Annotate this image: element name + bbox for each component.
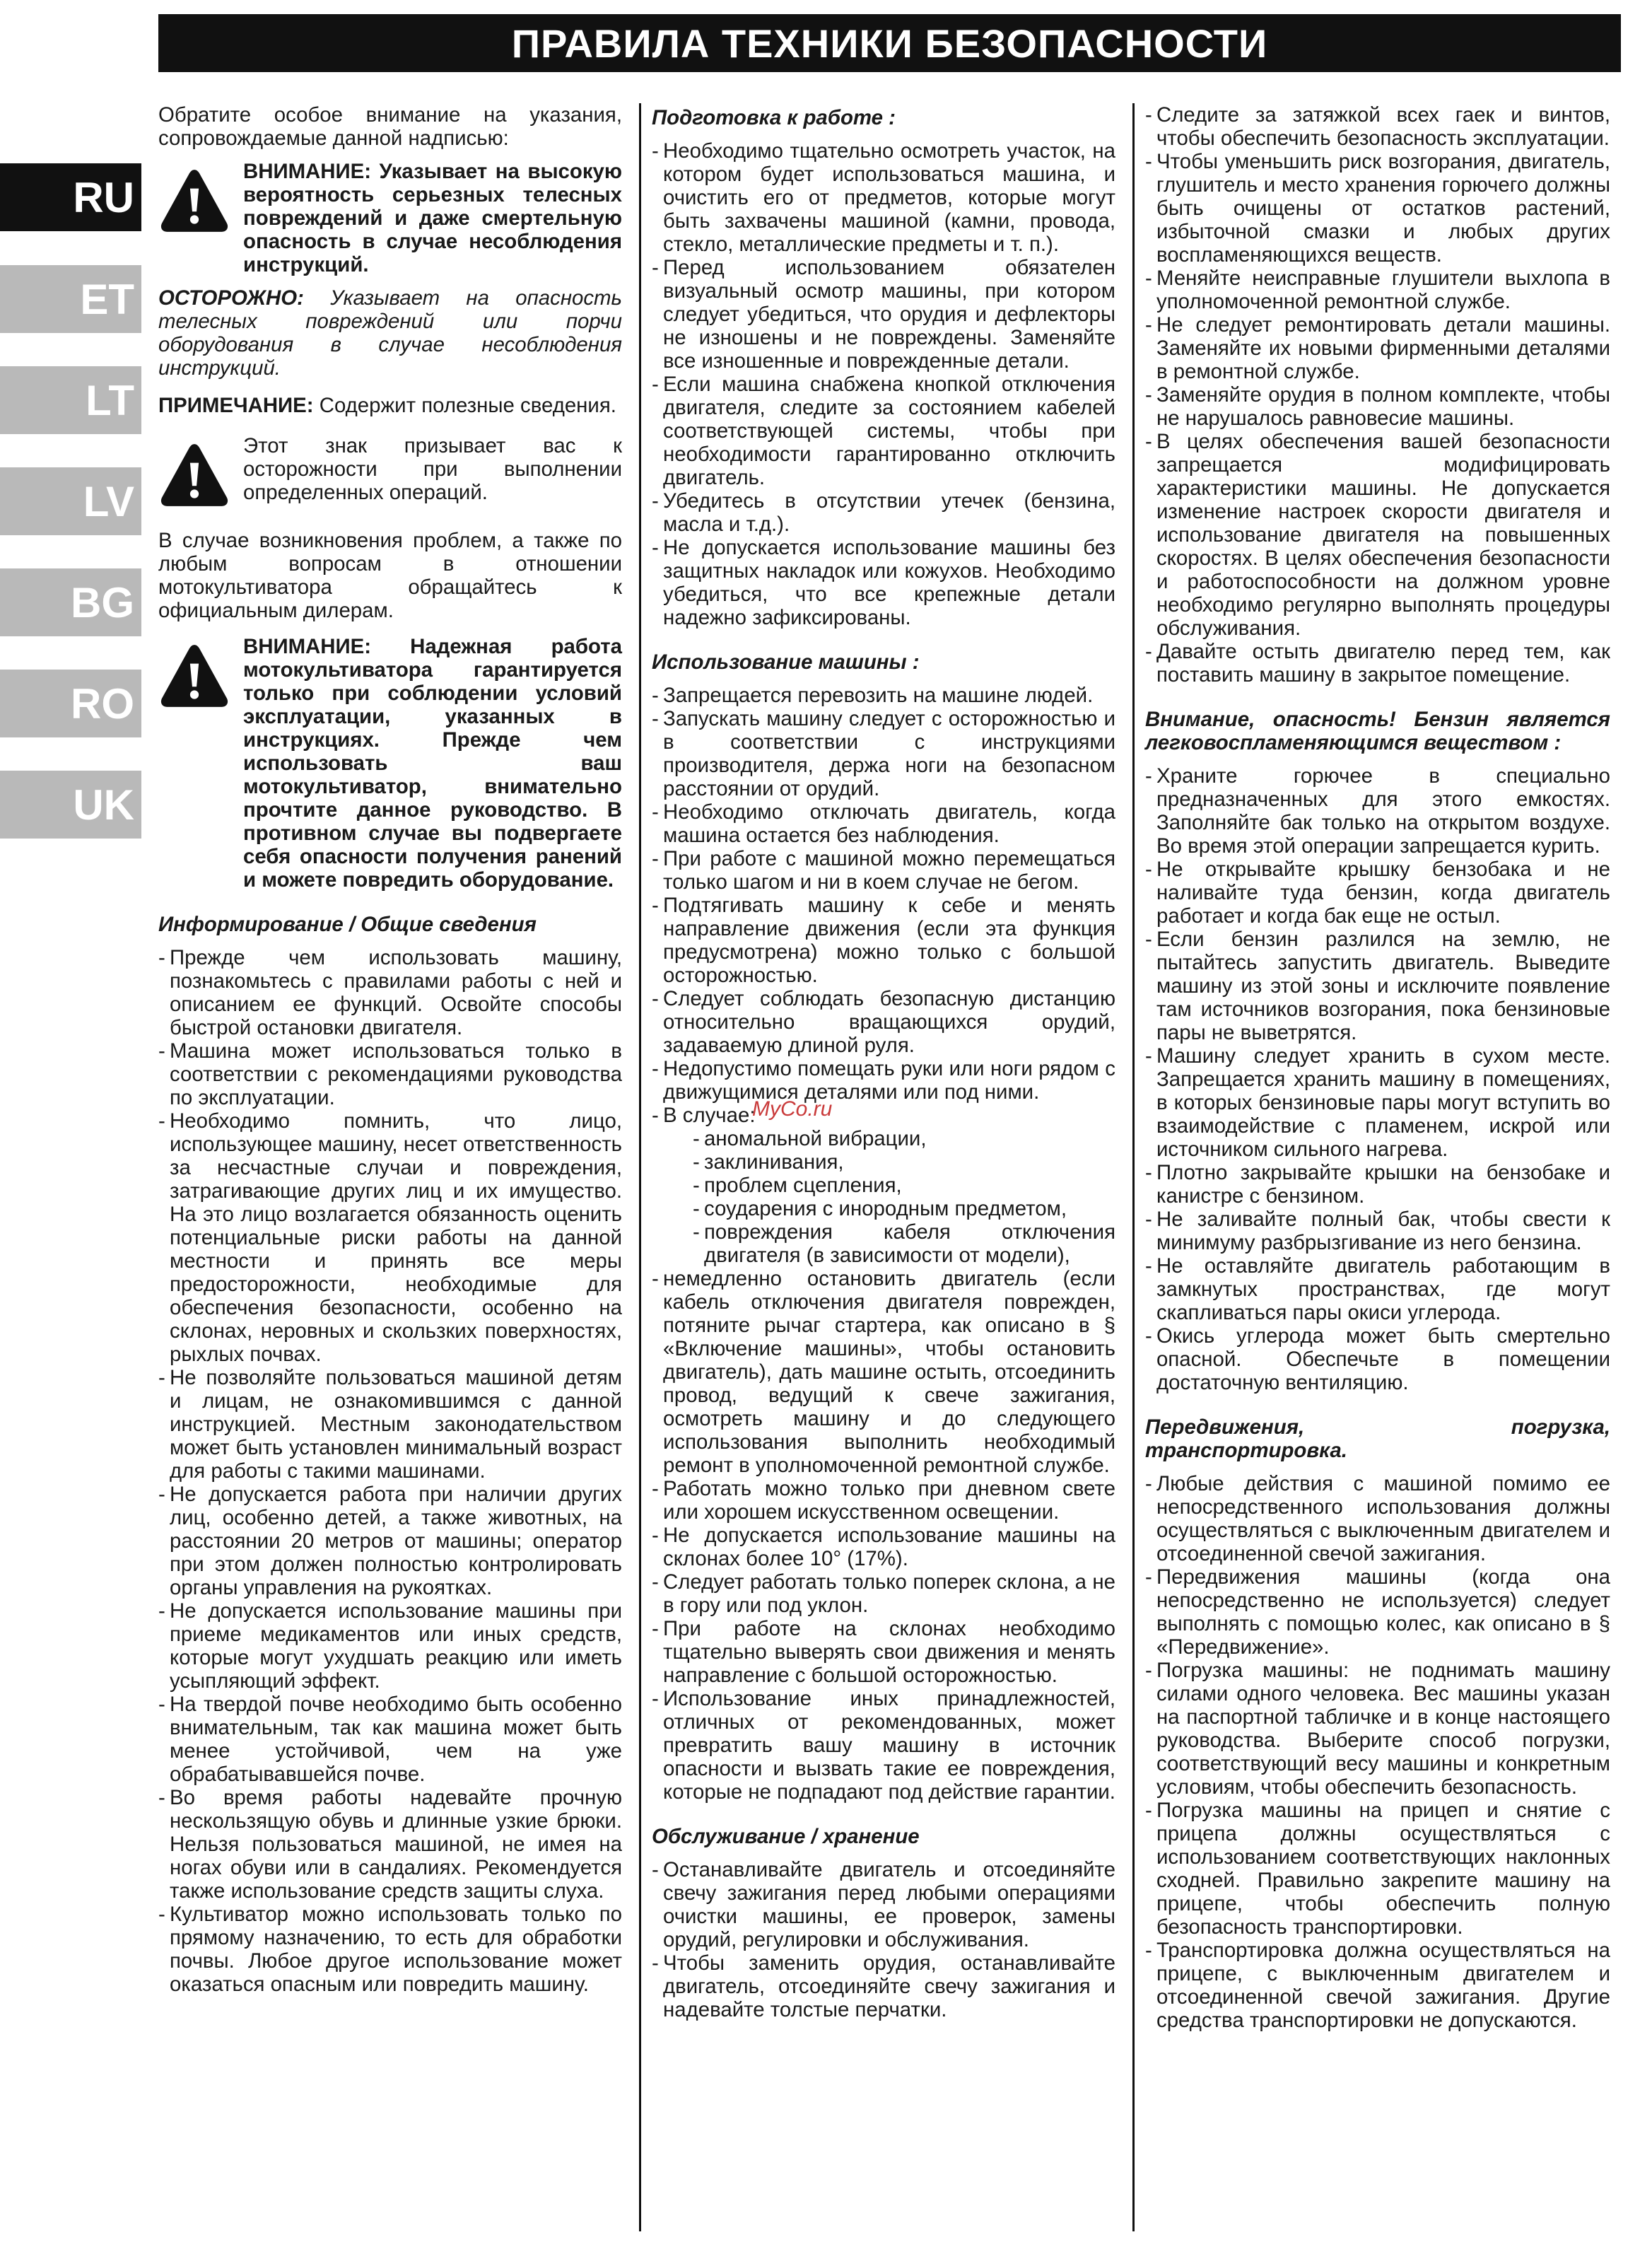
warning-block-2	[158, 635, 622, 892]
list-item: - Не допускается использование машины при приеме медикаментов или иных средств, которые могут ухудшать реакцию или иметь усыпляющий эффект.	[158, 1599, 622, 1693]
page-title	[158, 14, 1621, 72]
list-item: - Убедитесь в отсутствии утечек (бензина, масла и т.д.).	[652, 489, 1115, 536]
list-item: - Следует работать только поперек склона, а не в гору или под уклон.	[652, 1570, 1115, 1617]
list-item: - Погрузка машины: не поднимать машину силами одного человека. Вес машины указан на паспортной табличке и в конце настоящего руководства. Выберите способ погрузки, соответствующий весу машины и конкретным условиям, чтобы обеспечить безопасность.	[1145, 1659, 1610, 1799]
warning-text-1: ВНИМАНИЕ: Указывает на высокую вероятность серьезных телесных повреждений и даже смертельную опасность в случае несоблюдения инструкций.	[243, 160, 622, 276]
list-item: - Не допускается работа при наличии других лиц, особенно детей, а также животных, на расстоянии 20 метров от машины; оператор при этом должен полностью контролировать органы управления на рукоятках.	[158, 1483, 622, 1599]
section-heading-general: Информирование / Общие сведения	[158, 913, 537, 936]
list-item: - Не заливайте полный бак, чтобы свести к минимуму разбрызгивание из него бензина.	[1145, 1208, 1610, 1254]
maintenance-list-continued	[1145, 103, 1610, 687]
list-item: - Следите за затяжкой всех гаек и винтов, чтобы обеспечить безопасность эксплуатации.	[1145, 103, 1610, 150]
preparation-list	[652, 139, 1115, 629]
note-paragraph	[158, 394, 622, 417]
caution-sign-text: Этот знак призывает вас к осторожности при выполнении определенных операций.	[243, 434, 622, 504]
section-heading-transport: Передвижения, погрузка, транспортировка.	[1145, 1415, 1610, 1462]
list-item: - При работе с машиной можно перемещаться только шагом и ни в коем случае не бегом.	[652, 847, 1115, 894]
list-item: - Окись углерода может быть смертельно опасной. Обеспечьте в помещении достаточную вентиляцию.	[1145, 1324, 1610, 1394]
list-item: - Чтобы уменьшить риск возгорания, двигатель, глушитель и место хранения горючего должны быть очищены от остатков растений, избыточной смазки и любых других воспламеняющихся веществ.	[1145, 150, 1610, 267]
list-item: - Не открывайте крышку бензобака и не наливайте туда бензин, когда двигатель работает и когда бак еще не остыл.	[1145, 858, 1610, 928]
language-tab-lv[interactable]: LV	[0, 467, 141, 535]
list-item: - Недопустимо помещать руки или ноги рядом с движущимися деталями или под ними.	[652, 1057, 1115, 1104]
list-item: - Во время работы надевайте прочную нескользящую обувь и длинные узкие брюки. Нельзя пользоваться машиной, не имея на ногах обуви или в сандалиях. Рекомендуется также использование средств защиты слуха.	[158, 1786, 622, 1903]
list-item: - Транспортировка должна осуществляться на прицепе, с выключенным двигателем и отсоединенной свечой зажигания. Другие средства транспортировки не допускаются.	[1145, 1939, 1610, 2032]
note-label: ПРИМЕЧАНИЕ:	[158, 394, 314, 417]
list-item: - Меняйте неисправные глушители выхлопа в уполномоченной ремонтной службе.	[1145, 267, 1610, 313]
transport-list	[1145, 1472, 1610, 2032]
list-item: - На твердой почве необходимо быть особенно внимательным, так как машина может быть менее устойчивой, чем на уже обрабатывавшейся почве.	[158, 1693, 622, 1786]
list-subitem: - проблем сцепления,	[693, 1174, 1115, 1197]
list-item: - Запускать машину следует с осторожностью и в соответствии с инструкциями производителя, держа ноги на безопасном расстоянии от орудий.	[652, 707, 1115, 800]
list-item: - Не допускается использование машины на склонах более 10° (17%).	[652, 1524, 1115, 1570]
section-heading-maintenance: Обслуживание / хранение	[652, 1825, 920, 1848]
list-item: - Если бензин разлился на землю, не пытайтесь запустить двигатель. Выведите машину из этой зоны и исключите появление там источников возгорания, пока бензиновые пары не выветрятся.	[1145, 928, 1610, 1044]
warning-block-1	[158, 160, 622, 276]
language-tab-ru[interactable]: RU	[0, 163, 141, 231]
fuel-list	[1145, 764, 1610, 1394]
language-tab-lt[interactable]: LT	[0, 366, 141, 434]
list-item: - Не позволяйте пользоваться машиной детям и лицам, не ознакомившимся с данной инструкцией. Местным законодательством может быть установлен минимальный возраст для работы с такими машинами.	[158, 1366, 622, 1483]
caution-sign-block	[158, 434, 622, 512]
warning-triangle-icon	[158, 641, 230, 713]
column-divider	[1132, 103, 1135, 2231]
list-item: - Запрещается перевозить на машине людей.	[652, 684, 1115, 707]
list-item: - Останавливайте двигатель и отсоединяйте свечу зажигания перед любыми операциями очистки машины, ее проверок, замены орудий, регулировки и обслуживания.	[652, 1858, 1115, 1951]
list-subitem: - аномальной вибрации,	[693, 1127, 1115, 1150]
column-3	[1145, 103, 1610, 2032]
language-tab-uk[interactable]: UK	[0, 771, 141, 839]
list-item: - Подтягивать машину к себе и менять направление движения (если эта функция предусмотрена) можно только с большой осторожностью.	[652, 894, 1115, 987]
warning-text-2: ВНИМАНИЕ: Надежная работа мотокультиватора гарантируется только при соблюдении условий эксплуатации, указанных в инструкциях. Прежде чем использовать ваш мотокультиватор, внимательно прочтите данное руководство. В противном случае вы подвергаете себя опасности получения ранений и можете повредить оборудование.	[243, 635, 622, 892]
column-2	[652, 103, 1115, 2021]
section-heading-usage: Использование машины :	[652, 650, 920, 674]
list-item: - Не оставляйте двигатель работающим в замкнутых пространствах, где могут скапливаться пары окиси углерода.	[1145, 1254, 1610, 1324]
language-tab-bg[interactable]: BG	[0, 568, 141, 636]
language-tab-ro[interactable]: RO	[0, 670, 141, 737]
list-item: - Не допускается использование машины без защитных накладок или кожухов. Необходимо убедиться, что все крепежные детали надежно зафиксированы.	[652, 536, 1115, 629]
list-item: - Машину следует хранить в сухом месте. Запрещается хранить машину в помещениях, в которых бензиновые пары могут вступить во взаимодействие с пламенем, искрой или источником сильного нагрева.	[1145, 1044, 1610, 1161]
warning-triangle-icon	[158, 440, 230, 512]
list-item: - Если машина снабжена кнопкой отключения двигателя, следите за состоянием кабелей соответствующей системы, чтобы при необходимости гарантированно отключить двигатель.	[652, 373, 1115, 489]
list-item: - Погрузка машины на прицеп и снятие с прицепа должны осуществляться с использованием соответствующих наклонных сходней. Правильно закрепите машину на прицепе, чтобы обеспечить полную безопасность транспортировки.	[1145, 1799, 1610, 1939]
list-item: - Перед использованием обязателен визуальный осмотр машины, при котором следует убедиться, что орудия и дефлекторы не изношены и не повреждены. Заменяйте все изношенные и поврежденные детали.	[652, 256, 1115, 373]
maintenance-list	[652, 1858, 1115, 2021]
page-title-text: ПРАВИЛА ТЕХНИКИ БЕЗОПАСНОСТИ	[511, 21, 1268, 66]
list-item: - Необходимо помнить, что лицо, использующее машину, несет ответственность за несчастные случаи и повреждения, затрагивающие других лиц и их имущество. На это лицо возлагается обязанность оценить потенциальные риски работы на данной местности и принять все меры предосторожности, необходимые для обеспечения безопасности, особенно на склонах, неровных и скользких поверхностях, рыхлых почвах.	[158, 1109, 622, 1366]
list-item: - немедленно остановить двигатель (если кабель отключения двигателя поврежден, потяните рычаг стартера, как описано в § «Включение машины», чтобы остановить двигатель), дать машине остыть, отсоединить провод, ведущий к свече зажигания, осмотреть машину и до следующего использования выполнить необходимый ремонт в уполномоченной ремонтной службе.	[652, 1267, 1115, 1477]
list-item: - Заменяйте орудия в полном комплекте, чтобы не нарушалось равновесие машины.	[1145, 383, 1610, 430]
list-item: - Работать можно только при дневном свете или хорошем искусственном освещении.	[652, 1477, 1115, 1524]
list-item: - Необходимо тщательно осмотреть участок, на котором будет использоваться машина, и очистить его от предметов, которые могут быть захвачены машиной (камни, провода, стекло, металлические предметы и т. п.).	[652, 139, 1115, 256]
list-subitem: - соударения с инородным предметом,	[693, 1197, 1115, 1220]
usage-list	[652, 684, 1115, 1127]
list-item: - Чтобы заменить орудия, останавливайте двигатель, отсоединяйте свечу зажигания и надевайте толстые перчатки.	[652, 1951, 1115, 2021]
warning-triangle-icon	[158, 165, 230, 238]
caution-label: ОСТОРОЖНО:	[158, 286, 304, 310]
list-item: - В случае:	[652, 1104, 1115, 1127]
list-item: - Не следует ремонтировать детали машины. Заменяйте их новыми фирменными деталями в ремонтной службе.	[1145, 313, 1610, 383]
dealer-contact-text: В случае возникновения проблем, а также по любым вопросам в отношении мотокультиватора обращайтесь к официальным дилерам.	[158, 529, 622, 622]
list-item: - Давайте остыть двигателю перед тем, как поставить машину в закрытое помещение.	[1145, 640, 1610, 687]
section-heading-fuel: Внимание, опасность! Бензин является легковоспламеняющимся веществом :	[1145, 708, 1610, 754]
list-item: - При работе на склонах необходимо тщательно выверять свои движения и менять направление с большой осторожностью.	[652, 1617, 1115, 1687]
list-item: - Необходимо отключать двигатель, когда машина остается без наблюдения.	[652, 800, 1115, 847]
list-item: - В целях обеспечения вашей безопасности запрещается модифицировать характеристики машины. Не допускается изменение настроек скорости двигателя и использование двигателя на повышенных скоростях. В целях обеспечения безопасности и работоспособности на должном уровне необходимо регулярно выполнять процедуры обслуживания.	[1145, 430, 1610, 640]
list-item: - Следует соблюдать безопасную дистанцию относительно вращающихся орудий, задаваемую длиной руля.	[652, 987, 1115, 1057]
note-text: Содержит полезные сведения.	[319, 394, 616, 417]
list-item: - Любые действия с машиной помимо ее непосредственного использования должны осуществляться с выключенным двигателем и отсоединенной свечой зажигания.	[1145, 1472, 1610, 1565]
language-tab-et[interactable]: ET	[0, 265, 141, 333]
intro-text: Обратите особое внимание на указания, сопровождаемые данной надписью:	[158, 103, 622, 150]
column-1	[158, 103, 622, 1996]
usage-list-continued	[652, 1267, 1115, 1804]
list-subitem: - заклинивания,	[693, 1150, 1115, 1174]
caution-paragraph	[158, 286, 622, 380]
caution-text: Указывает на опасность телесных повреждений или порчи оборудования в случае несоблюдения инструкций.	[158, 286, 622, 380]
list-item: - Машина может использоваться только в соответствии с рекомендациями руководства по эксплуатации.	[158, 1039, 622, 1109]
list-item: - Плотно закрывайте крышки на бензобаке и канистре с бензином.	[1145, 1161, 1610, 1208]
watermark: MyCo.ru	[752, 1097, 833, 1121]
column-divider	[639, 103, 641, 2231]
list-item: - Прежде чем использовать машину, познакомьтесь с правилами работы с ней и описанием ее функций. Освойте способы быстрой остановки двигателя.	[158, 946, 622, 1039]
general-rules-list	[158, 946, 622, 1996]
list-item: - Культиватор можно использовать только по прямому назначению, то есть для обработки почвы. Любое другое использование может оказаться опасным или повредить машину.	[158, 1903, 622, 1996]
section-heading-preparation: Подготовка к работе :	[652, 106, 896, 129]
list-item: - Использование иных принадлежностей, отличных от рекомендованных, может превратить вашу машину в источник опасности и вызвать такие ее повреждения, которые не подпадают под действие гарантии.	[652, 1687, 1115, 1804]
list-item: - Храните горючее в специально предназначенных для этого емкостях. Заполняйте бак только на открытом воздухе. Во время этой операции запрещается курить.	[1145, 764, 1610, 858]
list-item: - Передвижения машины (когда она непосредственно не используется) следует выполнять с помощью колес, как описано в § «Передвижение».	[1145, 1565, 1610, 1659]
usage-sublist	[652, 1127, 1115, 1267]
list-subitem: - повреждения кабеля отключения двигателя (в зависимости от модели),	[693, 1220, 1115, 1267]
